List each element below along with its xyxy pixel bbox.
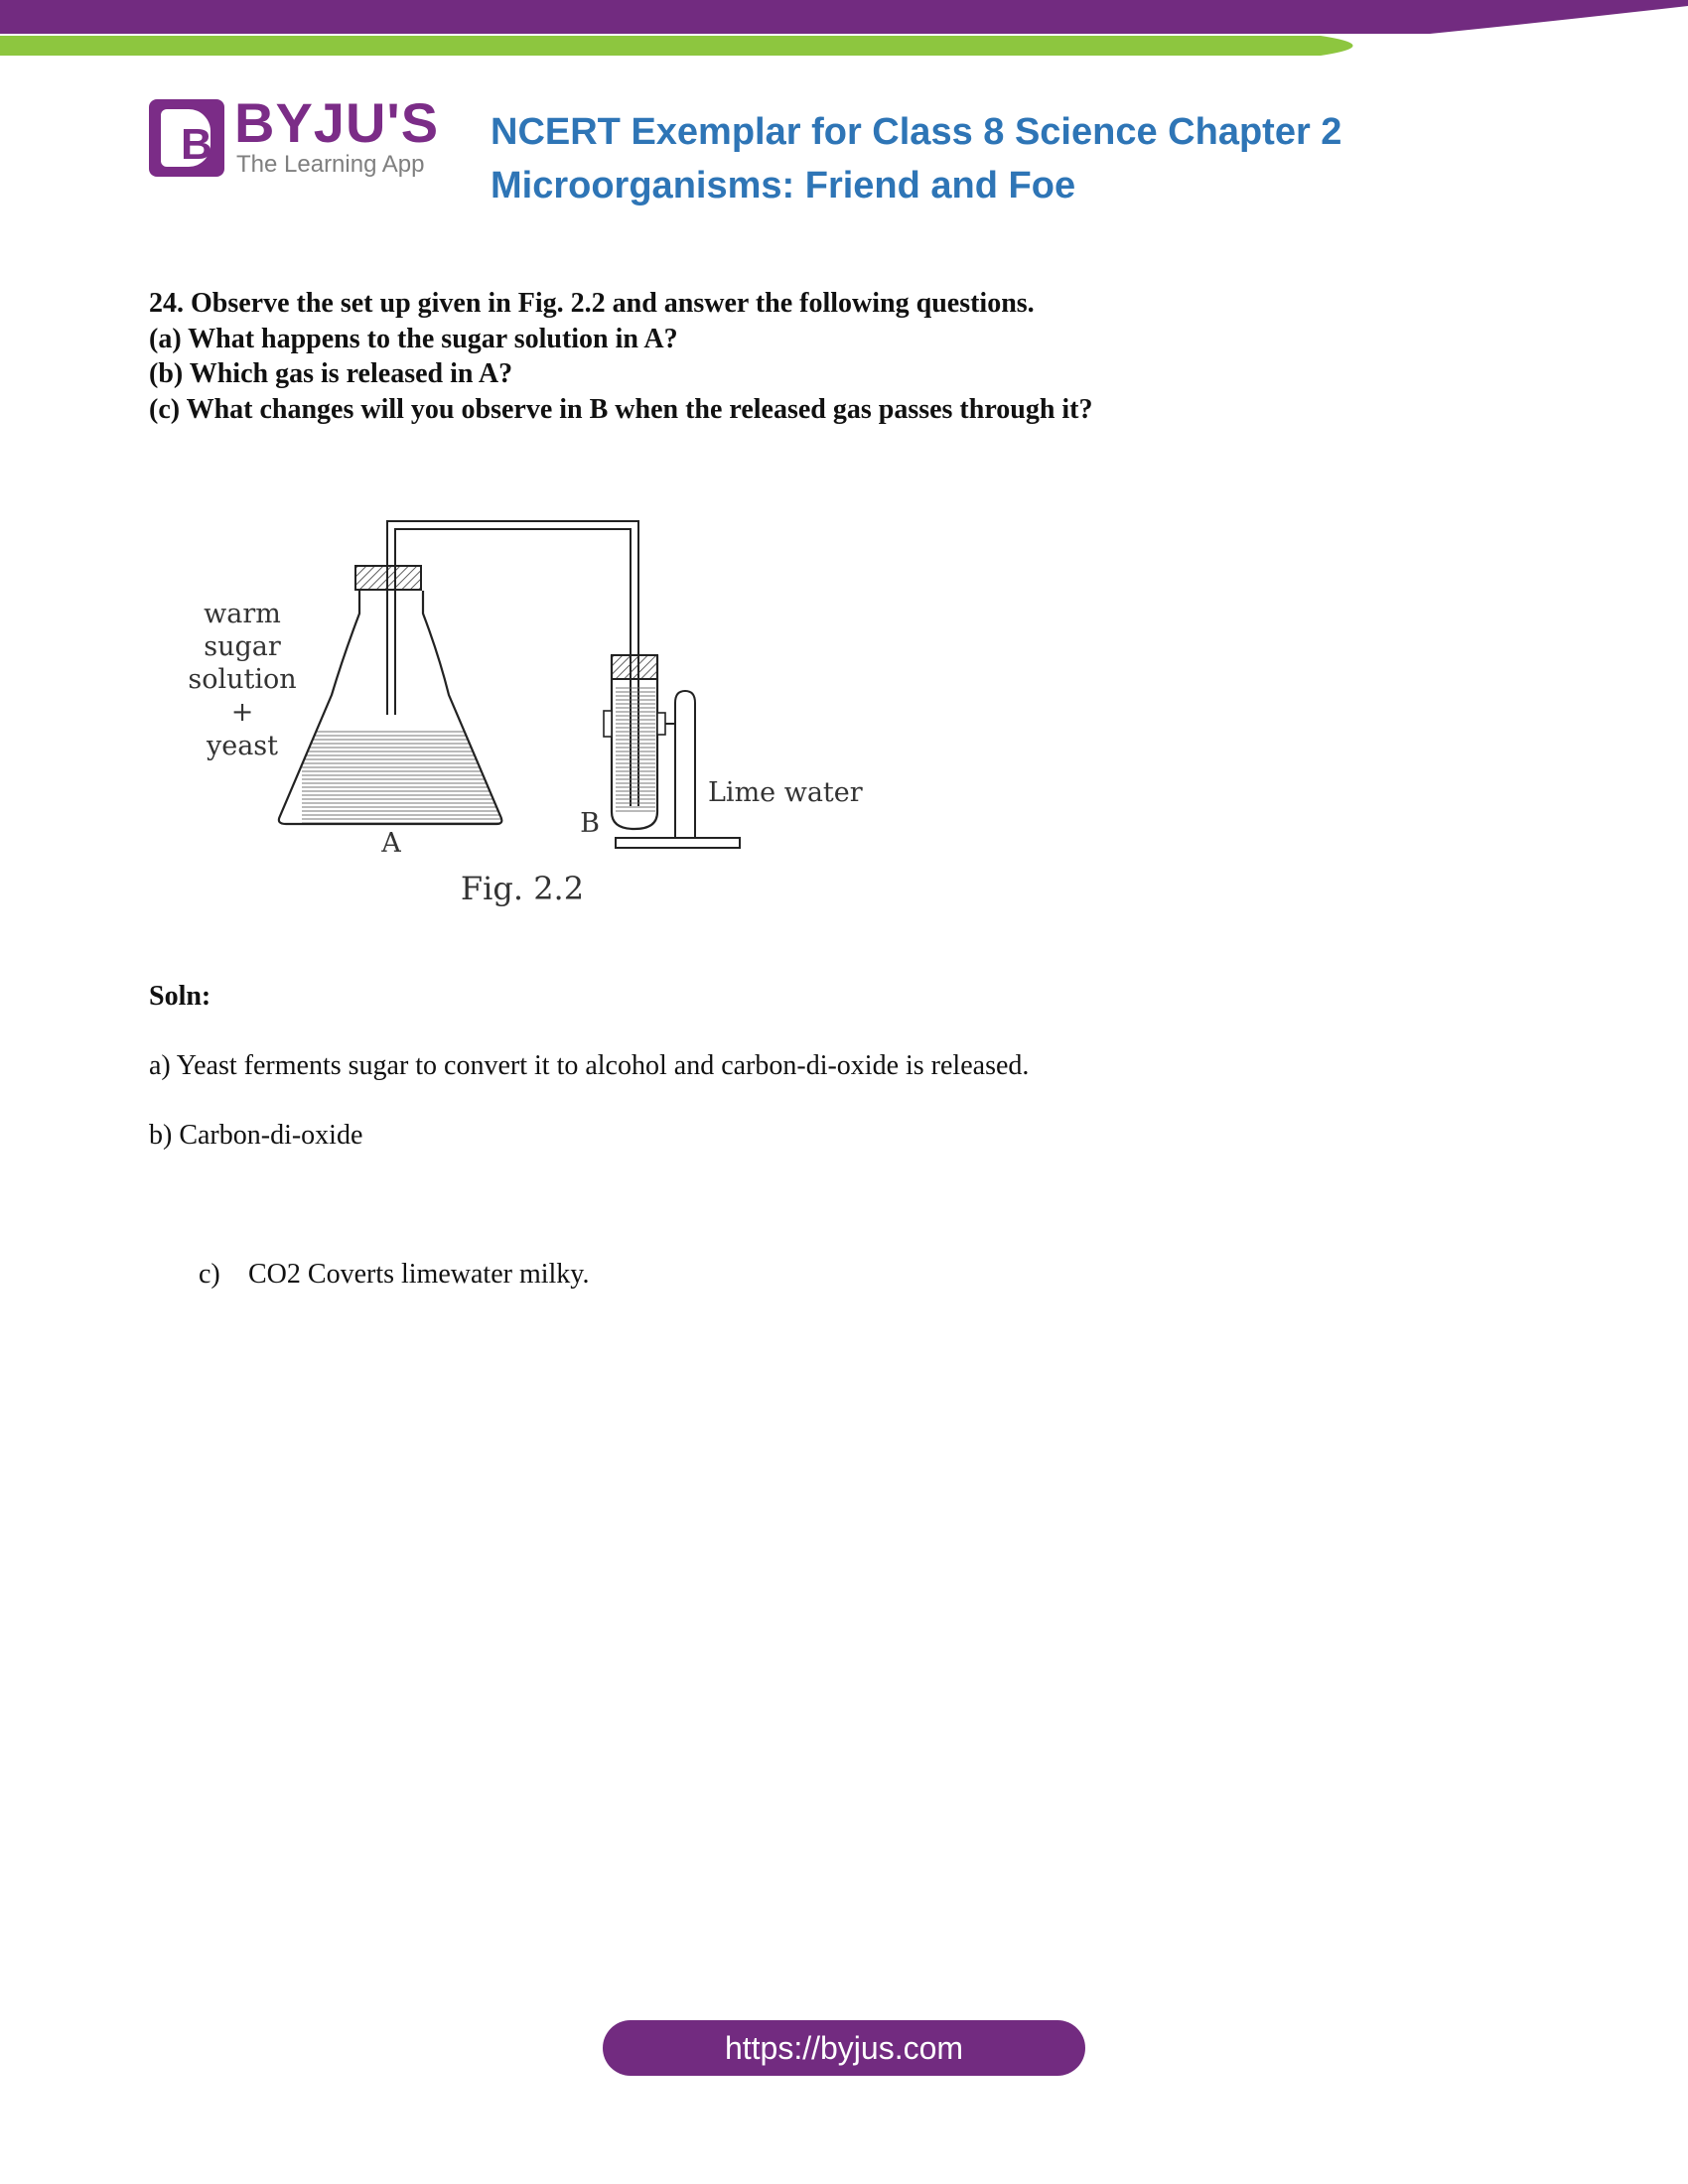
answer-c-marker: c) [199,1259,220,1290]
label-plus: + [230,697,254,728]
conical-flask [279,566,501,829]
question-block [149,286,1539,427]
question-line: 24. Observe the set up given in Fig. 2.2 and answer the following questions. [149,288,1035,319]
figure-caption: Fig. 2.2 [460,870,585,907]
question-part-a: (a) What happens to the sugar solution in A? [149,323,678,354]
top-decorative-band [0,0,1688,60]
title-line-1: NCERT Exemplar for Class 8 Science Chapter 2 [491,111,1342,153]
label-b: B [580,808,600,839]
question-part-b: (b) Which gas is released in A? [149,358,513,389]
document-title [491,105,1583,212]
logo-b-mark: B [149,99,224,177]
logo-wordmark: BYJU'S [234,91,440,154]
logo-tagline: The Learning App [236,151,425,178]
answer-a: a) Yeast ferments sugar to convert it to alcohol and carbon-di-oxide is released. [149,1050,1030,1081]
label-a: A [381,828,401,859]
label-yeast: yeast [206,731,279,761]
byjus-logo [149,91,440,181]
label-sugar: sugar [204,631,281,662]
footer-url[interactable]: https://byjus.com [724,2030,964,2066]
answer-b: b) Carbon-di-oxide [149,1120,363,1151]
fermentation-setup-figure [149,496,904,923]
solution-heading: Soln: [149,981,211,1012]
label-warm: warm [204,599,281,629]
label-solution: solution [188,664,297,695]
label-lime-water: Lime water [708,777,863,808]
answer-c: CO2 Coverts limewater milky. [248,1259,590,1290]
question-part-c: (c) What changes will you observe in B when the released gas passes through it? [149,393,1093,425]
footer-link-pill[interactable] [603,2020,1085,2076]
title-line-2: Microorganisms: Friend and Foe [491,165,1076,206]
